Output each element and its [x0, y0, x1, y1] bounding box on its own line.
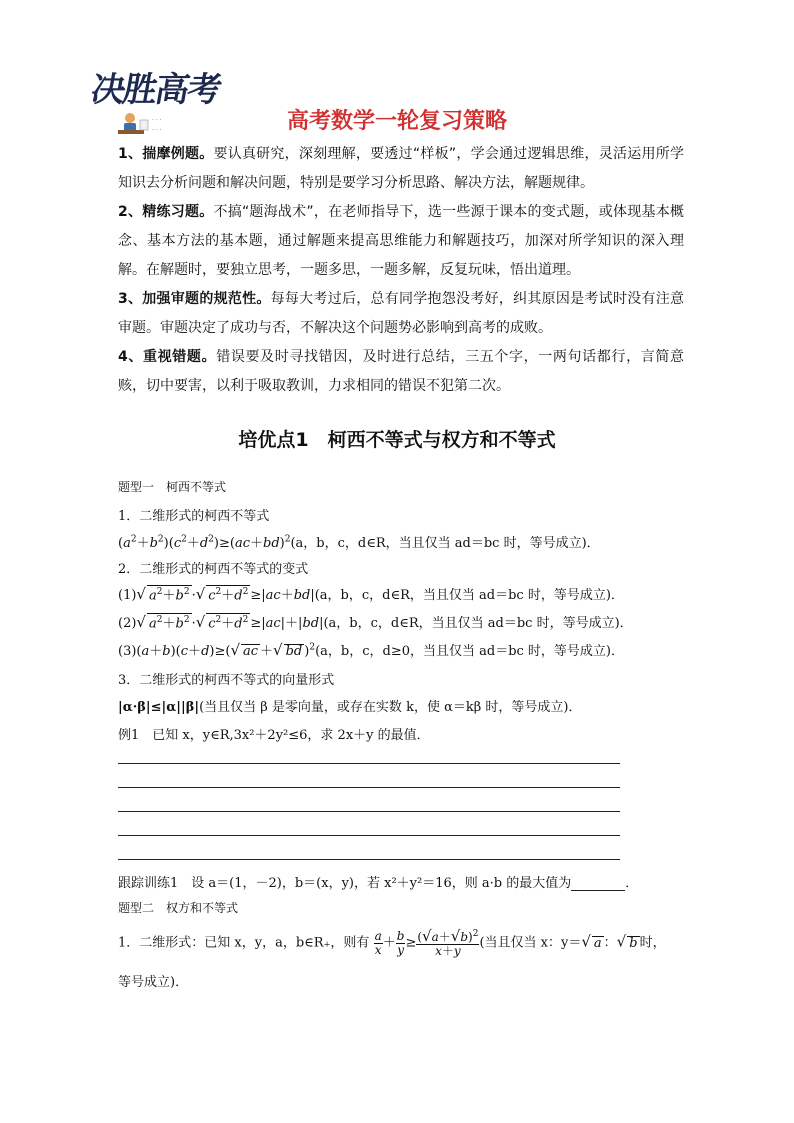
- svg-text:· · ·: · · ·: [152, 117, 162, 124]
- formula-variant-3: [118, 640, 624, 659]
- item-title: 3．二维形式的柯西不等式的向量形式: [118, 673, 335, 688]
- answer-line[interactable]: [118, 787, 620, 788]
- formula-cauchy: [118, 532, 600, 551]
- item-title: 2．二维形式的柯西不等式的变式: [118, 562, 309, 577]
- strategy-item: 2、精练习题。不搞“题海战术”，在老师指导下，选一些源于课本的变式题，或体现基本概念、基本方法的基本题，通过解题来提高思维能力和解题技巧，加深对所学知识的深入理解。在解题时，要独立思考，一题多思，一题多解，反复玩味，悟出道理。: [118, 204, 684, 278]
- strategy-item: 1、揣摩例题。要认真研究，深刻理解，要透过“样板”，学会通过逻辑思维，灵活运用所学知识去分析问题和解决问题，特别是要学习分析思路、解决方法，解题规律。: [118, 146, 684, 191]
- practice-end: ．: [625, 876, 639, 891]
- example-1: 例1 已知 x，y∈R,3x²＋2y²≤6，求 2x＋y 的最值．: [118, 728, 430, 743]
- type-heading: 题型一 柯西不等式: [118, 480, 227, 494]
- answer-line[interactable]: [118, 859, 620, 860]
- item-text: 时，: [639, 935, 666, 951]
- formula-condition: (a，b，c，d∈R，当且仅当 ad＝bc 时，等号成立)．: [290, 536, 600, 551]
- type-heading: 题型二 权方和不等式: [118, 901, 239, 915]
- item-title: 1．二维形式的柯西不等式: [118, 509, 270, 524]
- item-text: 1．二维形式：已知 x，y，a，b∈R₊，则有: [118, 935, 370, 951]
- formula-expression: $(a^2+b^2)(c^2+d^2)\ge(ac+bd)^2$: [118, 534, 291, 551]
- logo-wordmark: 决胜高考: [87, 70, 223, 110]
- answer-line[interactable]: [118, 763, 620, 764]
- formula-vector: [118, 696, 581, 715]
- item-text: (当且仅当 x：y＝: [479, 935, 582, 951]
- item-continuation: 等号成立)．: [118, 975, 189, 990]
- practice-1: [118, 872, 638, 891]
- formula-condition: (a，b，c，d∈R，当且仅当 ad＝bc 时，等号成立)．: [323, 616, 633, 631]
- formula-variant-1: [118, 584, 624, 603]
- formula-condition: (当且仅当 β 是零向量，或存在实数 k，使 α＝kβ 时，等号成立)．: [199, 700, 582, 715]
- formula-expression: (1)√ $a^2+b^2$ ·√ $c^2+d^2 \ge|ac+bd|$: [118, 585, 315, 603]
- section-title: 培优点1 柯西不等式与权方和不等式: [238, 429, 556, 451]
- formula-expression: (3)(a＋b)(c＋d)≥(√ ac ＋√ bd )$^2$: [118, 641, 316, 659]
- strategy-item: 3、加强审题的规范性。每每大考过后，总有同学抱怨没考好，纠其原因是考试时没有注意审题。审题决定了成功与否，不解决这个问题势必影响到高考的成败。: [118, 291, 684, 336]
- svg-text:· · ·: · · ·: [152, 127, 162, 134]
- fraction-a-over-x: $\frac{a}{x}$: [374, 928, 382, 957]
- fraction-b-over-y: $\frac{b}{y}$: [396, 928, 405, 957]
- practice-text: 跟踪训练1 设 a＝(1，－2)，b＝(x，y)，若 x²＋y²＝16，则 a·b 的最大值为: [118, 876, 572, 891]
- fraction-sum: $\frac{(√a+√b)^2}{x+y}$: [417, 927, 479, 958]
- strategy-list: [118, 140, 684, 401]
- answer-line[interactable]: [118, 811, 620, 812]
- answer-line[interactable]: [118, 835, 620, 836]
- page-title: 高考数学一轮复习策略: [286, 109, 507, 134]
- formula-expression: (2)√ $a^2+b^2$ ·√ $c^2+d^2 \ge|ac|+|bd|$: [118, 613, 324, 631]
- formula-expression: |α·β|≤|α||β|: [118, 700, 200, 715]
- formula-condition: (a，b，c，d≥0，当且仅当 ad＝bc 时，等号成立)．: [315, 644, 624, 659]
- formula-variant-2: [118, 612, 633, 631]
- weighted-power-mean: 1．二维形式：已知 x，y，a，b∈R₊，则有 $\frac{a}{x}$ ＋ $\frac{b}{y}$ ≥ $\frac{(√a+√b)^2}{x+y}$ (当且仅当 x：y＝√ a ：√ b 时，: [118, 927, 666, 958]
- strategy-item: 4、重视错题。错误要及时寻找错因，及时进行总结，三五个字，一两句话都行，言简意赅，切中要害，以利于吸取教训，力求相同的错误不犯第二次。: [118, 349, 684, 394]
- answer-blank[interactable]: [571, 878, 625, 891]
- formula-condition: (a，b，c，d∈R，当且仅当 ad＝bc 时，等号成立)．: [314, 588, 624, 603]
